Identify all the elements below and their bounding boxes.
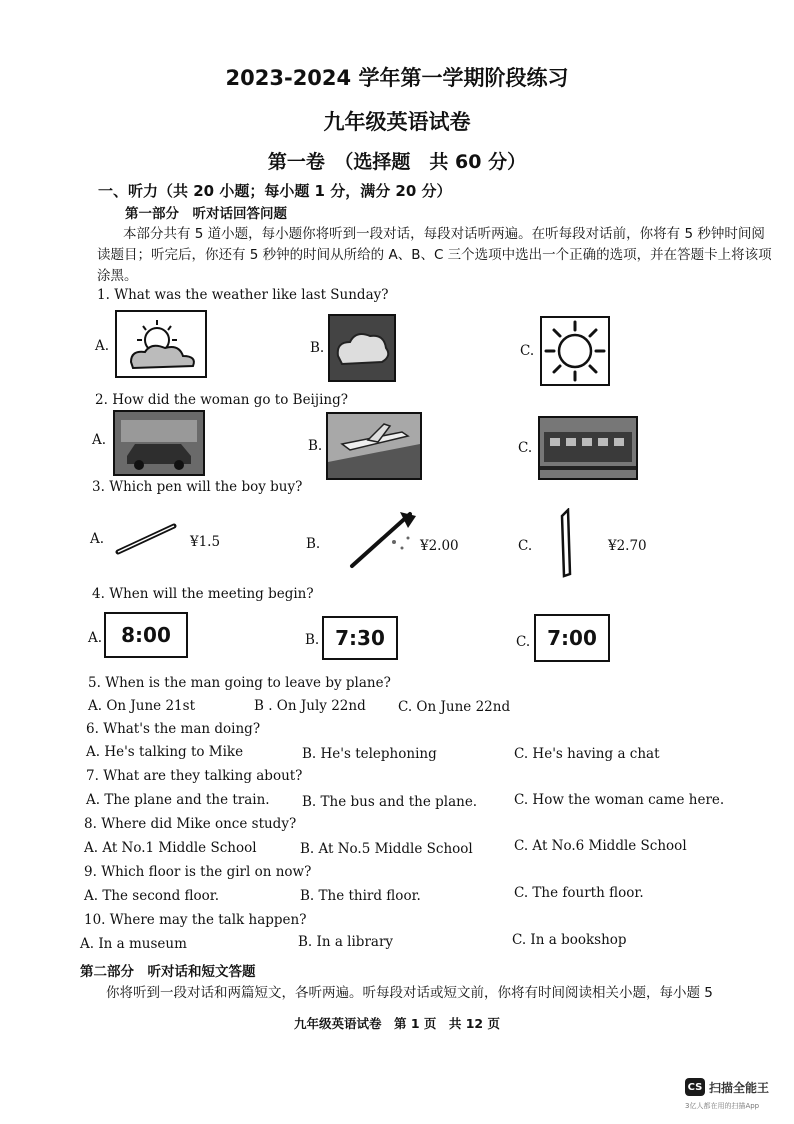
question-7 (86, 768, 302, 784)
q3-option-a-letter: A. (90, 531, 105, 547)
q1-option-b-letter: B. (310, 340, 325, 356)
question-4 (92, 586, 314, 602)
part1-heading: 第一部分 听对话回答问题 (125, 206, 287, 222)
plane-photo (326, 412, 422, 480)
clock-7-30: 7:30 (322, 616, 398, 660)
train-photo (538, 416, 638, 480)
section-listening-heading: 一、听力（共 20 小题；每小题 1 分，满分 20 分） (98, 182, 452, 200)
question-number: 6. (86, 721, 99, 737)
clock-8-00: 8:00 (104, 612, 188, 658)
q6-option-c: C. He's having a chat (514, 746, 660, 762)
question-text: Which floor is the girl on now? (101, 864, 312, 880)
q1-option-a-letter: A. (95, 338, 110, 354)
question-number: 10. (84, 912, 106, 928)
part2-heading: 第二部分 听对话和短文答题 (80, 964, 256, 980)
cloudy-icon (328, 314, 396, 382)
question-number: 2. (95, 392, 108, 408)
q4-option-c-letter: C. (516, 634, 531, 650)
q2-option-a-letter: A. (92, 432, 107, 448)
question-5 (88, 675, 391, 691)
question-text: When is the man going to leave by plane? (105, 675, 391, 691)
exam-title-year: 2023-2024 学年第一学期阶段练习 (225, 66, 569, 90)
q3-option-b-letter: B. (306, 536, 321, 552)
q9-option-a: A. The second floor. (84, 888, 220, 904)
pen-b-icon (346, 508, 420, 570)
q3-price-c: ¥2.70 (608, 538, 647, 554)
watermark-tagline: 3亿人都在用的扫描App (685, 1102, 760, 1110)
question-text: What are they talking about? (103, 768, 303, 784)
question-text: What's the man doing? (103, 721, 261, 737)
q3-option-c-letter: C. (518, 538, 533, 554)
q8-option-a: A. At No.1 Middle School (84, 840, 257, 856)
q8-option-c: C. At No.6 Middle School (514, 838, 687, 854)
clock-7-00: 7:00 (534, 614, 610, 662)
question-text: What was the weather like last Sunday? (114, 287, 389, 303)
question-text: Where did Mike once study? (101, 816, 297, 832)
question-6 (86, 721, 260, 737)
question-10 (84, 912, 306, 928)
question-number: 3. (92, 479, 105, 495)
q8-option-b: B. At No.5 Middle School (300, 841, 473, 857)
q5-option-a: A. On June 21st (88, 698, 195, 714)
question-text: Which pen will the boy buy? (109, 479, 303, 495)
q1-option-c-letter: C. (520, 343, 535, 359)
q7-option-a: A. The plane and the train. (86, 792, 270, 808)
car-photo (113, 410, 205, 476)
question-number: 4. (92, 586, 105, 602)
camscanner-logo-icon: CS (685, 1078, 705, 1096)
exam-title-grade: 九年级英语试卷 (323, 110, 471, 134)
partly-sunny-icon (115, 310, 207, 378)
question-number: 5. (88, 675, 101, 691)
question-1 (97, 287, 389, 303)
question-number: 9. (84, 864, 97, 880)
question-8 (84, 816, 296, 832)
question-number: 7. (86, 768, 99, 784)
q7-option-c: C. How the woman came here. (514, 792, 725, 808)
q3-price-a: ¥1.5 (190, 534, 221, 550)
q10-option-b: B. In a library (298, 934, 394, 950)
pen-c-icon (556, 508, 578, 578)
question-2 (95, 392, 348, 408)
q6-option-b: B. He's telephoning (302, 746, 437, 762)
q4-option-a-letter: A. (88, 630, 103, 646)
q10-option-c: C. In a bookshop (512, 932, 627, 948)
q9-option-c: C. The fourth floor. (514, 885, 644, 901)
q5-option-b: B . On July 22nd (254, 698, 366, 714)
question-number: 1. (97, 287, 110, 303)
sun-icon (540, 316, 610, 386)
q4-option-b-letter: B. (305, 632, 320, 648)
q5-option-c: C. On June 22nd (398, 699, 511, 715)
question-text: How did the woman go to Beijing? (112, 392, 348, 408)
question-number: 8. (84, 816, 97, 832)
part2-instructions: 你将听到一段对话和两篇短文，各听两遍。听每段对话或短文前，你将有时间阅读相关小题，每小题 5 (106, 985, 713, 1001)
part1-instructions: 本部分共有 5 道小题，每小题你将听到一段对话，每段对话听两遍。在听每段对话前，你将有 5 秒钟时间阅读题目；听完后，你还有 5 秒钟的时间从所给的 A、B、C 三个选项中选出一个正确的选项，并在答题卡上将该项涂黑。 (97, 226, 772, 284)
exam-title-volume: 第一卷 （选择题 共 60 分） (267, 151, 527, 173)
q6-option-a: A. He's talking to Mike (86, 744, 244, 760)
question-3 (92, 479, 302, 495)
question-9 (84, 864, 311, 880)
page-footer: 九年级英语试卷 第 1 页 共 12 页 (293, 1016, 500, 1031)
q2-option-b-letter: B. (308, 438, 323, 454)
q9-option-b: B. The third floor. (300, 888, 421, 904)
watermark-app-name: 扫描全能王 (709, 1081, 770, 1095)
question-text: Where may the talk happen? (109, 912, 307, 928)
pen-a-icon (114, 522, 178, 556)
q10-option-a: A. In a museum (80, 936, 187, 952)
question-text: When will the meeting begin? (109, 586, 314, 602)
q3-price-b: ¥2.00 (420, 538, 459, 554)
q2-option-c-letter: C. (518, 440, 533, 456)
q7-option-b: B. The bus and the plane. (302, 794, 478, 810)
